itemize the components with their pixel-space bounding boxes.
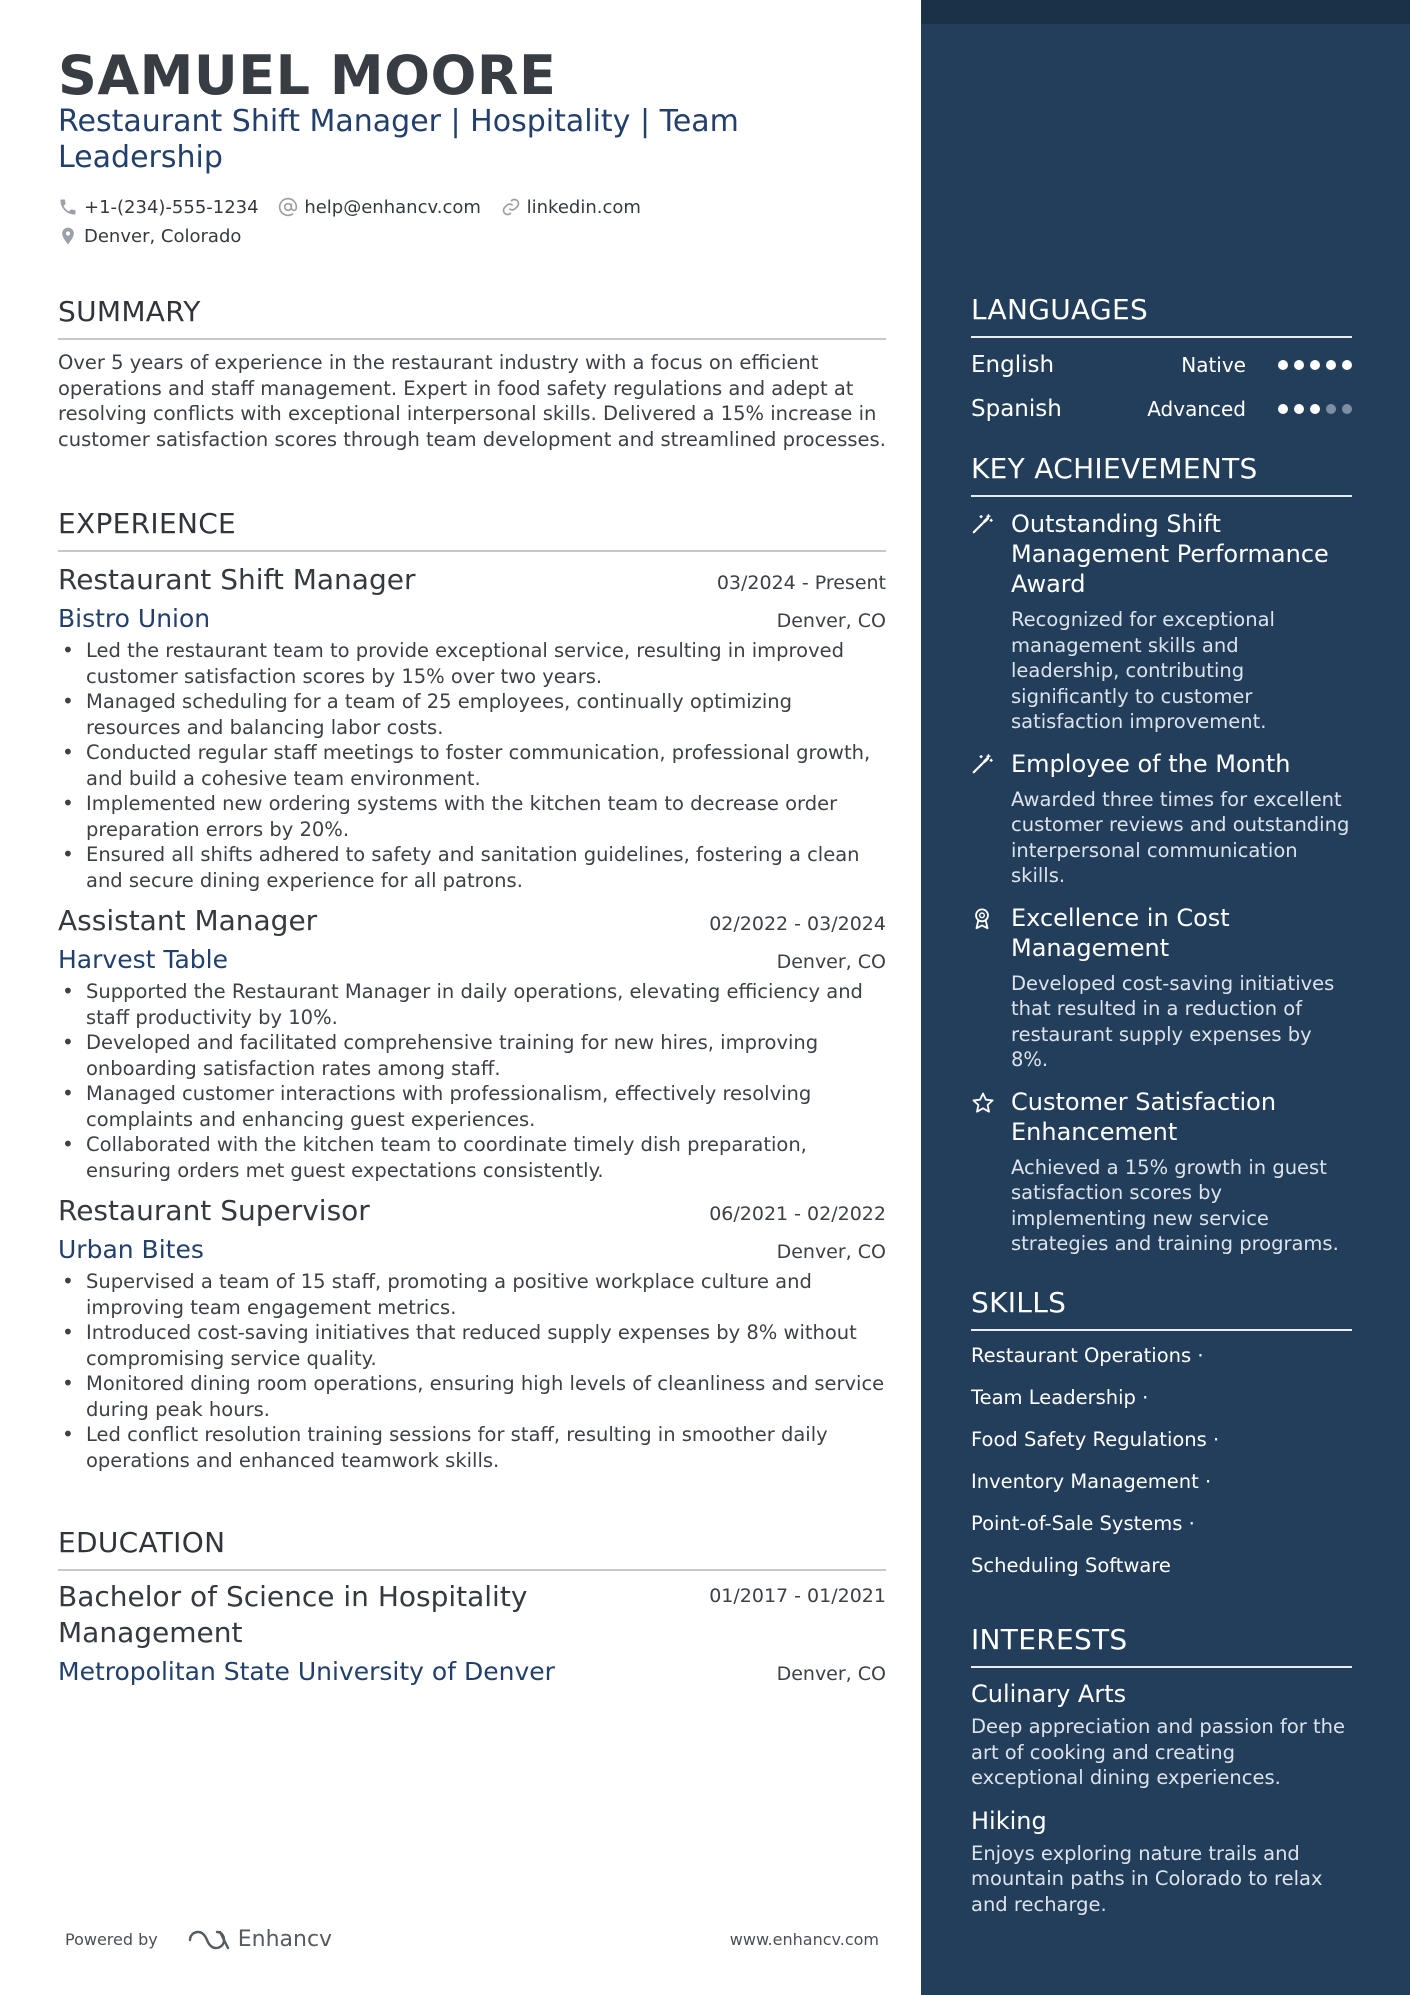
- skill-item: Inventory Management ·: [971, 1470, 1212, 1493]
- bullet-item: • Led conflict resolution training sessions for staff, resulting in smoother daily operations and enhanced teamwork skills.: [58, 1422, 886, 1473]
- education-date: 01/2017 - 01/2021: [709, 1585, 886, 1607]
- at-icon: [278, 197, 298, 217]
- proficiency-dot: [1310, 404, 1320, 414]
- email-contact[interactable]: [278, 193, 481, 221]
- language-name: Spanish: [971, 396, 1062, 422]
- languages-section: [971, 292, 1352, 426]
- section-divider: [971, 1666, 1352, 1668]
- skills-title: SKILLS: [971, 1286, 1067, 1319]
- proficiency-dots: [1278, 360, 1352, 370]
- interests-section: [971, 1622, 1352, 1917]
- education-school: Metropolitan State University of Denver: [58, 1657, 555, 1686]
- footer: [65, 1927, 879, 1952]
- job-company: Harvest Table: [58, 945, 228, 974]
- section-divider: [971, 336, 1352, 338]
- achievement-title: Customer Satisfaction Enhancement: [1011, 1087, 1277, 1146]
- section-divider: [971, 1329, 1352, 1331]
- achievement-item: [971, 509, 1352, 735]
- language-name: English: [971, 352, 1055, 378]
- skills-section: [971, 1285, 1352, 1587]
- skills-list: [971, 1335, 1352, 1587]
- sidebar: [921, 0, 1410, 1995]
- proficiency-dot: [1326, 360, 1336, 370]
- sidebar-top-band: [921, 0, 1410, 24]
- job-location: Denver, CO: [776, 1241, 886, 1263]
- email-text: help@enhancv.com: [304, 196, 481, 218]
- interest-desc: Enjoys exploring nature trails and mountain paths in Colorado to relax and recharge.: [971, 1841, 1323, 1916]
- education-location: Denver, CO: [776, 1663, 886, 1685]
- candidate-name: SAMUEL MOORE: [58, 44, 557, 107]
- language-row: [971, 348, 1352, 382]
- job-location: Denver, CO: [776, 951, 886, 973]
- link-icon: [501, 197, 521, 217]
- phone-contact[interactable]: [58, 193, 259, 221]
- job-bullets: [58, 638, 886, 893]
- achievement-item: [971, 903, 1352, 1073]
- magic-wand-icon: [971, 513, 993, 535]
- achievement-title: Employee of the Month: [1011, 749, 1291, 778]
- interest-title: Culinary Arts: [971, 1680, 1127, 1708]
- bullet-item: • Conducted regular staff meetings to foster communication, professional growth, and build a cohesive team environment.: [58, 740, 886, 791]
- achievement-desc: Achieved a 15% growth in guest satisfaction scores by implementing new service strategies and training programs.: [1011, 1155, 1339, 1255]
- achievements-title: KEY ACHIEVEMENTS: [971, 452, 1258, 485]
- job-date: 06/2021 - 02/2022: [709, 1203, 886, 1225]
- proficiency-dot: [1294, 360, 1304, 370]
- medal-icon: [971, 907, 993, 931]
- website-link[interactable]: www.enhancv.com: [729, 1930, 879, 1949]
- language-row: [971, 392, 1352, 426]
- location-text: Denver, Colorado: [84, 225, 242, 247]
- summary-text: Over 5 years of experience in the restaurant industry with a focus on efficient operations and staff management. Expert in food safety regulations and adept at resolving conflicts with exceptional interpersonal skills. Delivered a 15% increase in customer satisfaction scores through team development and streamlined processes.: [58, 351, 886, 451]
- linkedin-text: linkedin.com: [526, 196, 641, 218]
- job-company: Urban Bites: [58, 1235, 204, 1264]
- brand-name: Enhancv: [237, 1927, 333, 1952]
- location-pin-icon: [58, 226, 78, 246]
- bullet-item: • Monitored dining room operations, ensuring high levels of cleanliness and service during peak hours.: [58, 1371, 886, 1422]
- proficiency-dot: [1342, 404, 1352, 414]
- skill-item: Scheduling Software: [971, 1554, 1171, 1577]
- achievements-section: [971, 451, 1352, 1257]
- job-bullets: [58, 979, 886, 1183]
- powered-by-label: Powered by: [65, 1930, 158, 1949]
- phone-icon: [58, 197, 78, 217]
- contact-info: [58, 193, 886, 251]
- section-divider: [58, 338, 886, 340]
- achievement-title: Excellence in Cost Management: [1011, 903, 1230, 962]
- bullet-item: • Implemented new ordering systems with the kitchen team to decrease order preparation errors by 20%.: [58, 791, 886, 842]
- proficiency-dot: [1294, 404, 1304, 414]
- job-date: 03/2024 - Present: [716, 572, 886, 594]
- interest-desc: Deep appreciation and passion for the art of cooking and creating exceptional dining experiences.: [971, 1715, 1345, 1789]
- education-section: [58, 1525, 886, 1687]
- job-title: Assistant Manager: [58, 904, 318, 937]
- bullet-item: • Ensured all shifts adhered to safety and sanitation guidelines, fostering a clean and secure dining experience for all patrons.: [58, 842, 886, 893]
- bullet-item: • Developed and facilitated comprehensive training for new hires, improving onboarding satisfaction rates among staff.: [58, 1030, 886, 1081]
- job-entry: [58, 1193, 886, 1473]
- bullet-item: • Collaborated with the kitchen team to coordinate timely dish preparation, ensuring orders met guest expectations consistently.: [58, 1132, 886, 1183]
- achievement-item: [971, 749, 1352, 889]
- achievement-desc: Awarded three times for excellent customer reviews and outstanding interpersonal communication skills.: [1011, 787, 1350, 887]
- job-location: Denver, CO: [776, 610, 886, 632]
- summary-title: SUMMARY: [58, 295, 201, 328]
- interests-title: INTERESTS: [971, 1623, 1128, 1656]
- experience-title: EXPERIENCE: [58, 507, 237, 540]
- languages-title: LANGUAGES: [971, 293, 1149, 326]
- achievement-item: [971, 1087, 1352, 1257]
- section-divider: [58, 550, 886, 552]
- proficiency-dots: [1278, 404, 1352, 414]
- achievement-desc: Developed cost-saving initiatives that resulted in a reduction of restaurant supply expenses by 8%.: [1011, 971, 1335, 1071]
- magic-wand-icon: [971, 753, 993, 775]
- experience-section: [58, 506, 886, 1473]
- skill-item: Food Safety Regulations ·: [971, 1428, 1220, 1451]
- interest-title: Hiking: [971, 1806, 1047, 1835]
- proficiency-dot: [1310, 360, 1320, 370]
- bullet-item: • Managed scheduling for a team of 25 employees, continually optimizing resources and balancing labor costs.: [58, 689, 886, 740]
- achievement-desc: Recognized for exceptional management skills and leadership, contributing significantly to customer satisfaction improvement.: [1011, 608, 1275, 733]
- proficiency-dot: [1326, 404, 1336, 414]
- star-icon: [971, 1091, 995, 1115]
- location-contact: [58, 222, 241, 250]
- job-entry: [58, 903, 886, 1183]
- phone-text: +1-(234)-555-1234: [84, 196, 259, 218]
- language-level: Advanced: [1147, 397, 1246, 421]
- linkedin-contact[interactable]: [501, 193, 641, 221]
- section-divider: [58, 1569, 886, 1571]
- job-title: Restaurant Supervisor: [58, 1194, 370, 1227]
- bullet-item: • Introduced cost-saving initiatives that reduced supply expenses by 8% without compromising service quality.: [58, 1320, 886, 1371]
- language-level: Native: [1181, 353, 1246, 377]
- summary-section: [58, 294, 886, 452]
- job-title: Restaurant Shift Manager: [58, 563, 416, 596]
- education-degree: Bachelor of Science in Hospitality Management: [58, 1580, 528, 1649]
- bullet-item: • Managed customer interactions with professionalism, effectively resolving complaints and enhancing guest experiences.: [58, 1081, 886, 1132]
- proficiency-dot: [1342, 360, 1352, 370]
- proficiency-dot: [1278, 404, 1288, 414]
- bullet-item: • Supported the Restaurant Manager in daily operations, elevating efficiency and staff productivity by 10%.: [58, 979, 886, 1030]
- job-date: 02/2022 - 03/2024: [709, 913, 886, 935]
- enhancv-logo[interactable]: [186, 1927, 332, 1952]
- job-bullets: [58, 1269, 886, 1473]
- skill-item: Team Leadership ·: [971, 1386, 1149, 1409]
- skill-item: Restaurant Operations ·: [971, 1344, 1204, 1367]
- achievement-title: Outstanding Shift Management Performance Award: [1011, 510, 1329, 598]
- skill-item: Point-of-Sale Systems ·: [971, 1512, 1195, 1535]
- proficiency-dot: [1278, 360, 1288, 370]
- bullet-item: • Led the restaurant team to provide exceptional service, resulting in improved customer satisfaction scores by 15% over two years.: [58, 638, 886, 689]
- education-title: EDUCATION: [58, 1526, 226, 1559]
- bullet-item: • Supervised a team of 15 staff, promoting a positive workplace culture and improving team engagement metrics.: [58, 1269, 886, 1320]
- section-divider: [971, 495, 1352, 497]
- enhancv-logo-icon: [186, 1928, 232, 1952]
- job-company: Bistro Union: [58, 604, 211, 633]
- job-entry: [58, 562, 886, 893]
- headline: Restaurant Shift Manager | Hospitality | Team Leadership: [58, 104, 739, 175]
